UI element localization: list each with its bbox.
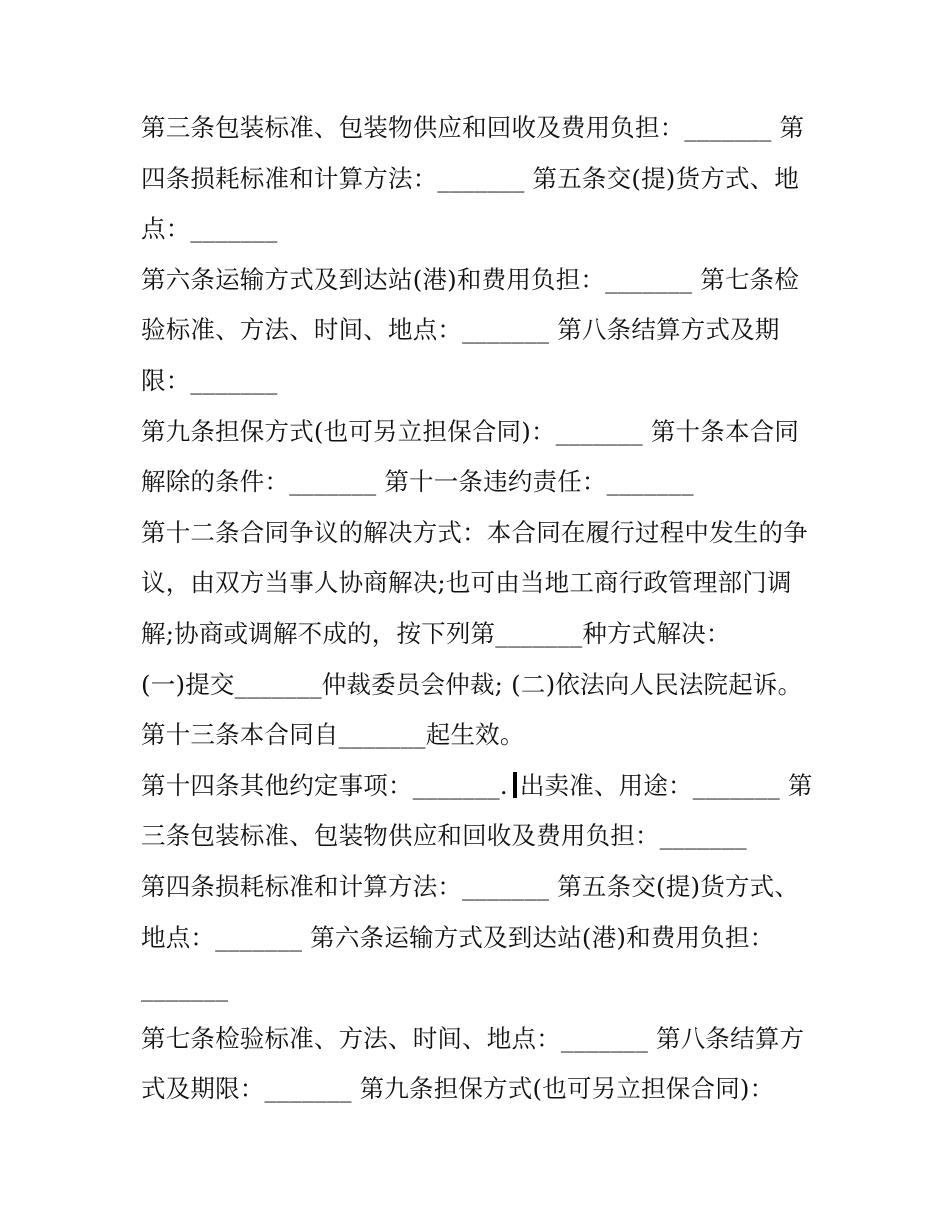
- text-line: 第四条损耗标准和计算方法：_______ 第五条交(提)货方式、: [141, 871, 800, 901]
- text-line: 第十二条合同争议的解决方式：本合同在履行过程中发生的争: [141, 517, 808, 547]
- text-line: 三条包装标准、包装物供应和回收及费用负担：_______: [141, 821, 747, 851]
- text-line: 四条损耗标准和计算方法：_______ 第五条交(提)货方式、地: [141, 163, 800, 193]
- text-line: 第七条检验标准、方法、时间、地点：_______ 第八条结算方: [141, 1023, 805, 1053]
- text-cursor: [513, 772, 517, 798]
- text-line: (一)提交_______仲裁委员会仲裁; (二)依法向人民法院起诉。: [141, 669, 803, 699]
- text-line: _______: [141, 973, 229, 1003]
- text-line: 第九条担保方式(也可另立担保合同)：_______ 第十条本合同: [141, 416, 800, 446]
- text-line: 式及期限：_______ 第九条担保方式(也可另立担保合同)：: [141, 1074, 775, 1104]
- text-segment: 出卖准、用途：_______ 第: [519, 770, 813, 800]
- text-line-with-cursor[interactable]: [141, 761, 821, 812]
- text-line: 第六条运输方式及到达站(港)和费用负担：_______ 第七条检: [141, 264, 800, 294]
- text-line: 点：_______: [141, 214, 278, 244]
- text-line: 解;协商或调解不成的，按下列第_______种方式解决：: [141, 618, 731, 648]
- text-line: 第三条包装标准、包装物供应和回收及费用负担：_______ 第: [141, 113, 805, 142]
- document-body: [141, 103, 821, 1115]
- text-line: 限：_______: [141, 365, 278, 395]
- text-line: 解除的条件：_______ 第十一条违约责任：_______: [141, 467, 694, 497]
- text-line: 议，由双方当事人协商解决;也可由当地工商行政管理部门调: [141, 568, 792, 598]
- text-segment: 第十四条其他约定事项：_______.: [141, 770, 508, 800]
- text-line: 第十三条本合同自_______起生效。: [141, 720, 525, 750]
- text-line: 验标准、方法、时间、地点：_______ 第八条结算方式及期: [141, 315, 780, 345]
- text-line: 地点：_______ 第六条运输方式及到达站(港)和费用负担：: [141, 922, 775, 952]
